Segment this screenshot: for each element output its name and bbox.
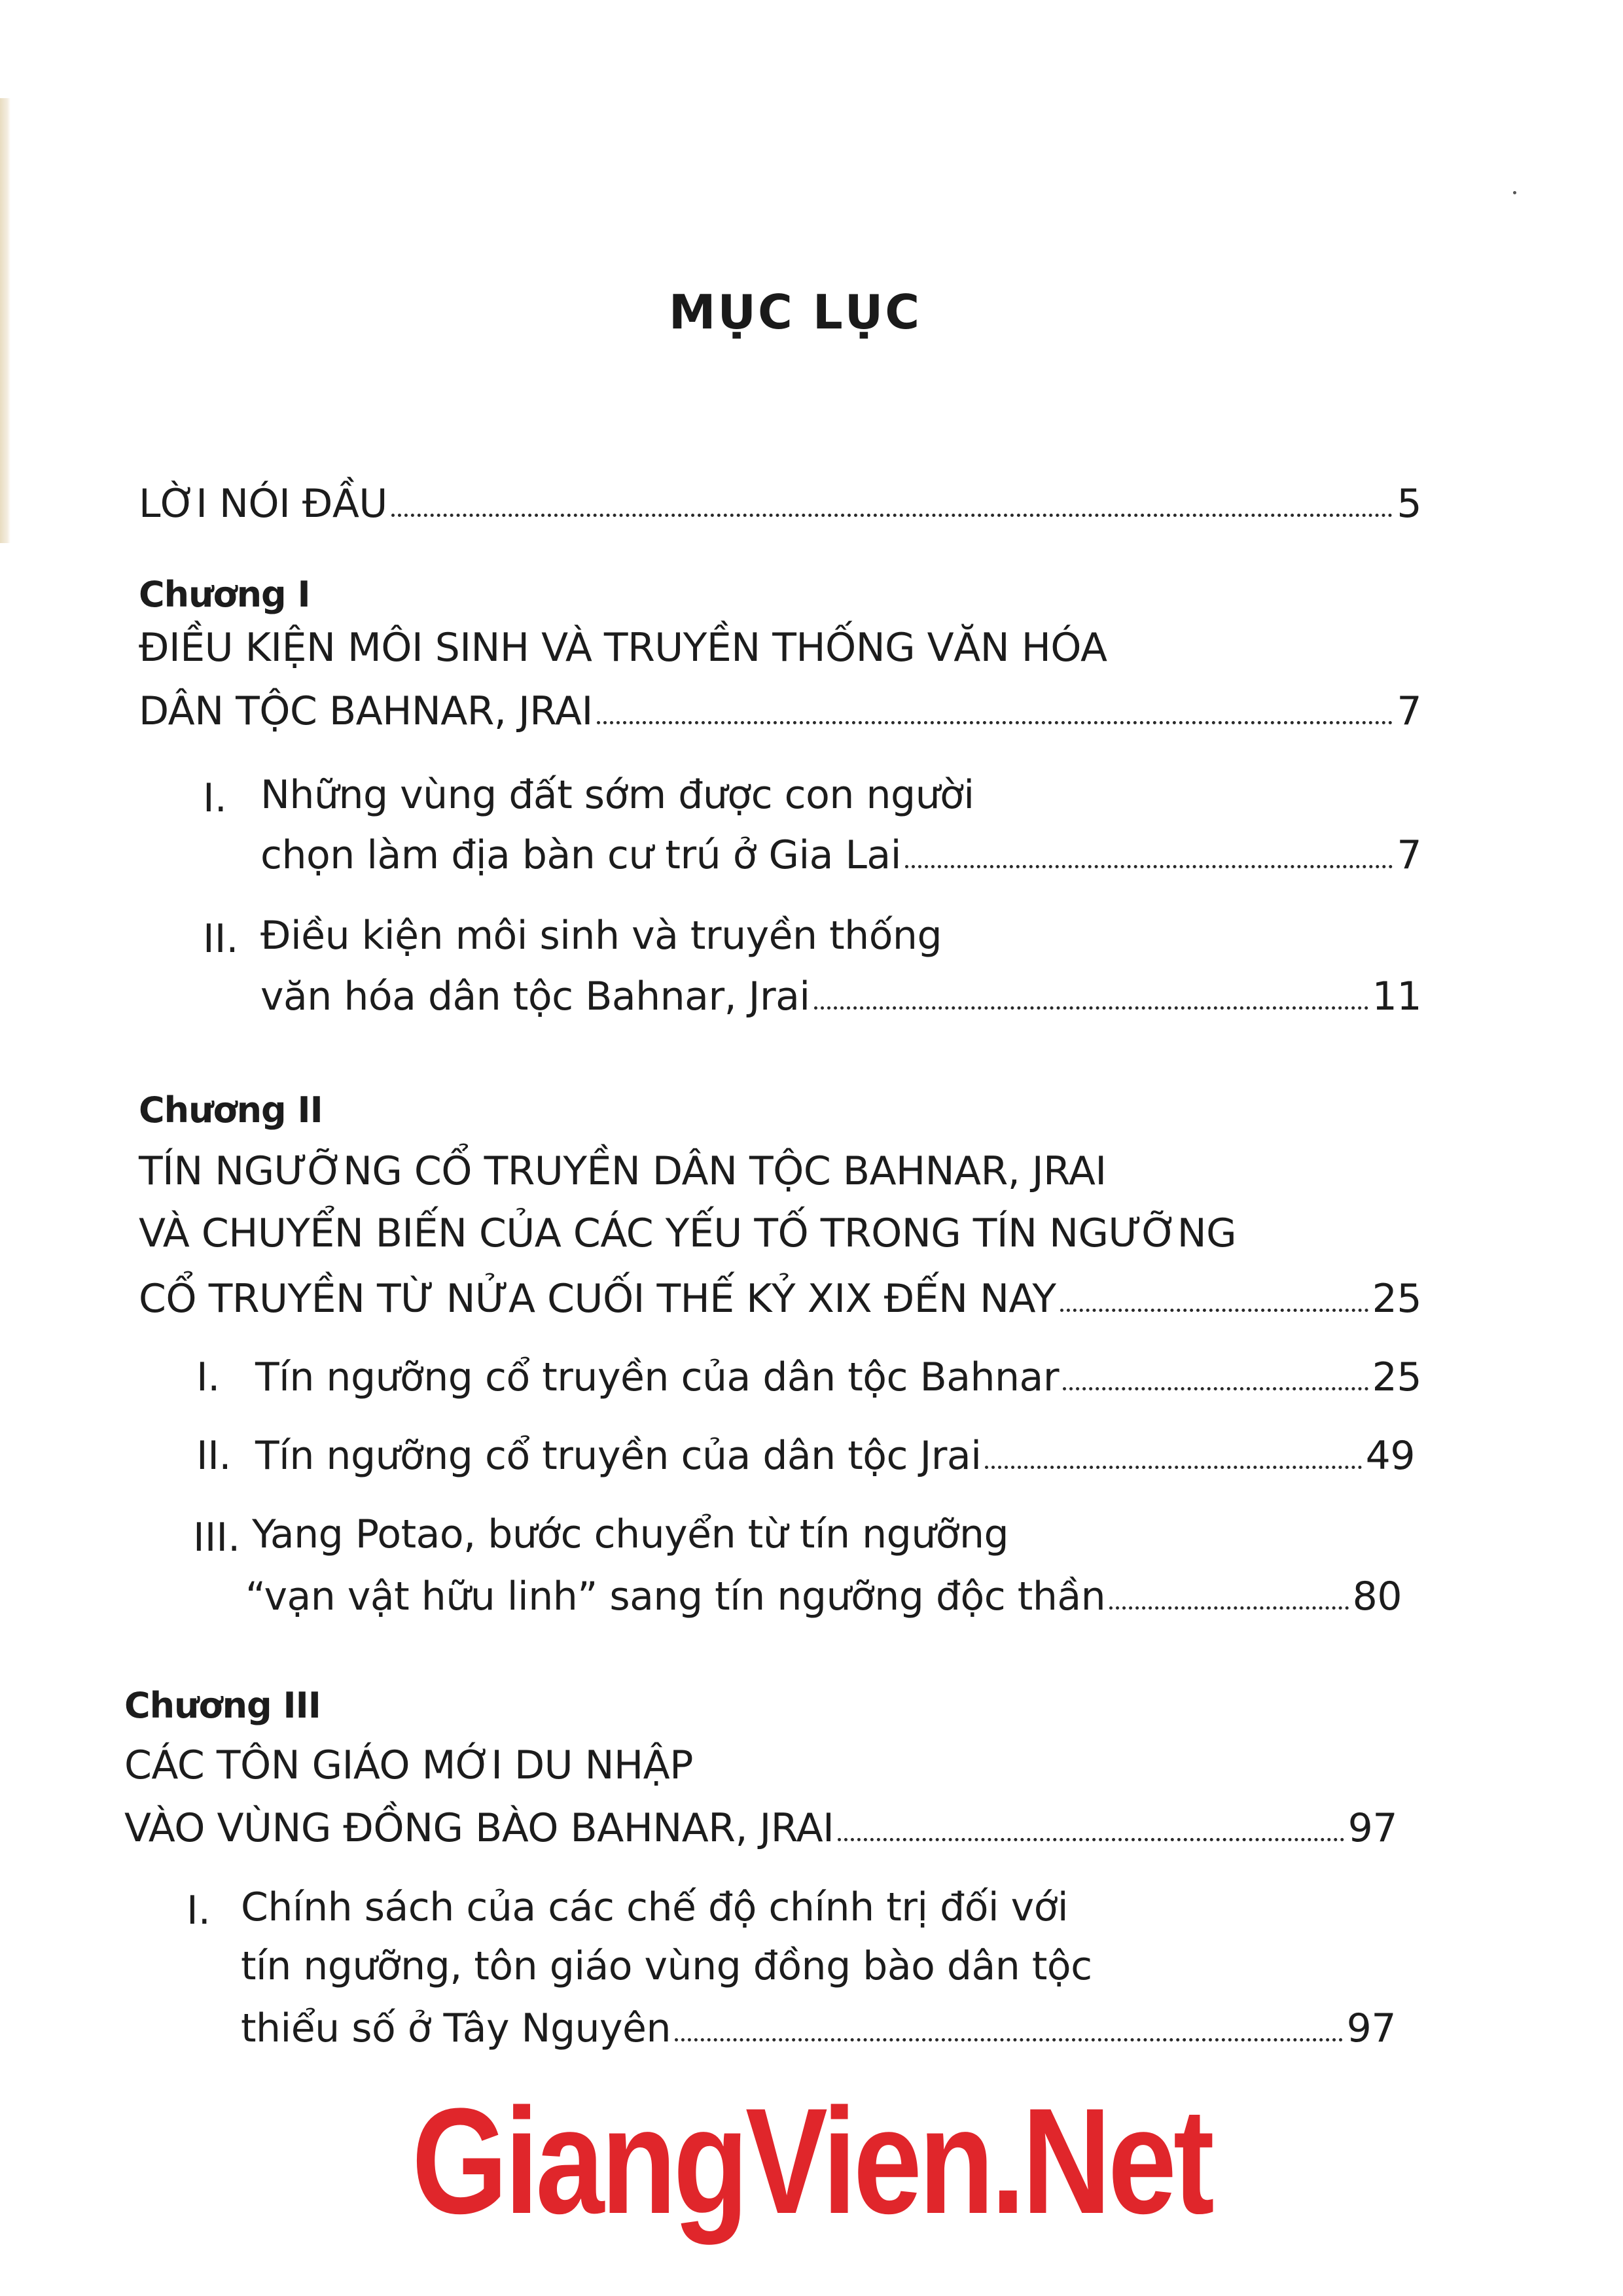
toc-entry-label: LỜI NÓI ĐẦU	[139, 481, 387, 527]
dot-leader	[597, 721, 1393, 724]
section-title-line: văn hóa dân tộc Bahnar, Jrai	[260, 974, 810, 1019]
dot-leader	[985, 1466, 1361, 1469]
toc-page-number: 11	[1372, 974, 1421, 1019]
section-number: II.	[203, 916, 239, 962]
toc-page-number: 7	[1397, 688, 1421, 734]
section-title-line: tín ngưỡng, tôn giáo vùng đồng bào dân tộc	[241, 1943, 1092, 1989]
scan-speck	[1513, 191, 1516, 194]
toc-page-number: 7	[1397, 832, 1421, 878]
section-title-line: Yang Potao, bước chuyển từ tín ngưỡng	[252, 1511, 1009, 1557]
section-number: I.	[187, 1888, 211, 1934]
chapter-title-line: CỔ TRUYỀN TỪ NỬA CUỐI THẾ KỶ XIX ĐẾN NAY	[139, 1276, 1056, 1322]
dot-leader	[1109, 1606, 1348, 1610]
dot-leader	[1063, 1387, 1368, 1390]
section-number: III.	[193, 1515, 241, 1561]
section-title-line: “vạn vật hữu linh” sang tín ngưỡng độc thần	[245, 1574, 1106, 1619]
watermark-text: GiangVien.Net	[412, 2077, 1211, 2245]
toc-section-entry[interactable]	[260, 974, 1421, 1019]
toc-page-number: 25	[1372, 1354, 1421, 1400]
chapter-title-line: ĐIỀU KIỆN MÔI SINH VÀ TRUYỀN THỐNG VĂN HÓA	[139, 625, 1107, 671]
section-title-line: Điều kiện môi sinh và truyền thống	[260, 913, 942, 959]
section-number: I.	[196, 1354, 220, 1400]
section-number: II.	[196, 1433, 231, 1479]
section-number: I.	[203, 775, 227, 821]
toc-chapter-entry[interactable]	[139, 688, 1421, 734]
toc-chapter-entry[interactable]	[139, 1276, 1421, 1322]
section-title-line: chọn làm địa bàn cư trú ở Gia Lai	[260, 832, 901, 878]
chapter-heading: Chương III	[124, 1685, 321, 1726]
section-title-line: Tín ngưỡng cổ truyền của dân tộc Bahnar	[255, 1354, 1059, 1400]
toc-chapter-entry[interactable]	[124, 1805, 1397, 1851]
section-title-line: thiểu số ở Tây Nguyên	[241, 2005, 671, 2051]
dot-leader	[814, 1006, 1368, 1010]
toc-section-entry[interactable]	[260, 832, 1421, 878]
chapter-title-line: CÁC TÔN GIÁO MỚI DU NHẬP	[124, 1742, 693, 1788]
toc-preface[interactable]	[139, 481, 1421, 527]
page-title: MỤC LỤC	[668, 285, 922, 340]
toc-section-entry[interactable]	[245, 1574, 1402, 1619]
toc-page-number: 97	[1347, 1805, 1397, 1851]
toc-section-entry[interactable]	[196, 1433, 1415, 1479]
toc-section-entry[interactable]	[196, 1354, 1421, 1400]
toc-page-number: 80	[1352, 1574, 1402, 1619]
toc-section-entry[interactable]	[241, 2005, 1396, 2051]
section-title-line: Những vùng đất sớm được con người	[260, 772, 974, 818]
dot-leader	[905, 865, 1393, 868]
dot-leader	[675, 2038, 1343, 2041]
dot-leader	[1060, 1309, 1368, 1312]
section-title-line: Tín ngưỡng cổ truyền của dân tộc Jrai	[255, 1433, 982, 1479]
chapter-title-line: VÀ CHUYỂN BIẾN CỦA CÁC YẾU TỐ TRONG TÍN NGƯỠNG	[139, 1210, 1237, 1256]
dot-leader	[391, 514, 1393, 517]
chapter-heading: Chương I	[139, 574, 310, 615]
toc-page-number: 5	[1397, 481, 1421, 527]
chapter-title-line: VÀO VÙNG ĐỒNG BÀO BAHNAR, JRAI	[124, 1805, 834, 1851]
chapter-title-line: TÍN NGƯỠNG CỔ TRUYỀN DÂN TỘC BAHNAR, JRAI	[139, 1148, 1107, 1194]
toc-page-number: 97	[1346, 2005, 1396, 2051]
chapter-heading: Chương II	[139, 1089, 323, 1131]
section-title-line: Chính sách của các chế độ chính trị đối với	[241, 1884, 1069, 1930]
toc-page-number: 49	[1365, 1433, 1415, 1479]
chapter-title-line: DÂN TỘC BAHNAR, JRAI	[139, 688, 593, 734]
dot-leader	[838, 1838, 1344, 1841]
toc-page-number: 25	[1372, 1276, 1421, 1322]
